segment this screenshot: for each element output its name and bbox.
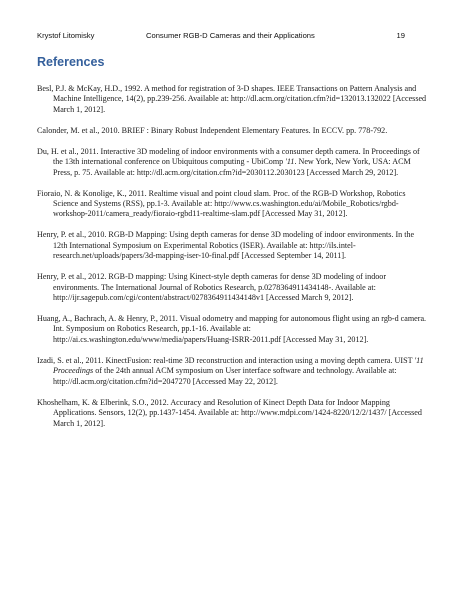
reference-entry: [37, 84, 429, 115]
reference-text: Realtime visual and point cloud slam. Proc. of the RGB-D Workshop, Robotics Science and Systems (RSS), pp.1-3. Available at: http://www.cs.washington.edu/ai/Mobile_Robotics/rgbd-workshop-2011/camera_ready/fioraio-rgbd11-realtime-slam.pdf [Accessed May 31, 2012].: [53, 188, 406, 219]
reference-authors: Du, H. et al., 2011.: [37, 146, 101, 156]
reference-entry: [37, 189, 429, 220]
reference-entry: [37, 126, 429, 136]
header-author: Krystof Litomisky: [37, 31, 95, 40]
reference-entry: [37, 314, 429, 345]
reference-text-tail: of the 24th annual ACM symposium on User interface software and technology. Available at: http://dl.acm.org/citation.cfm?id=2047270 [Accessed May 22, 2012].: [53, 366, 397, 386]
reference-list: [37, 84, 429, 440]
section-heading: References: [37, 55, 105, 69]
reference-text: A method for registration of 3-D shapes. IEEE Transactions on Pattern Analysis and Machine Intelligence, 14(2), pp.239-256. Available at: http://dl.acm.org/citation.cfm?id=132013.132022 [Accessed March 1, 2012].: [53, 84, 427, 114]
reference-text: RGB-D mapping: Using Kinect-style depth cameras for dense 3D modeling of indoor environments. The International Journal of Robotics Research, p.0278364911434148-. Available at: http://ijr.sagepub.com/cgi/content/abstract/0278364911434148v1 [Accessed March 9, 2012].: [53, 272, 387, 303]
reference-authors: Fioraio, N. & Konolige, K., 2011.: [37, 188, 149, 198]
reference-text: BRIEF : Binary Robust Independent Elementary Features. In ECCV. pp. 778-792.: [121, 125, 388, 135]
reference-authors: Khoshelham, K. & Elberink, S.O., 2012.: [37, 397, 171, 407]
reference-authors: Henry, P. et al., 2010.: [37, 230, 109, 240]
reference-text: RGB-D Mapping: Using depth cameras for dense 3D modeling of indoor environments. In the 12th International Symposium on Experimental Robotics (ISER). Available at: http://ils.intel-research.net/uploads/papers/3d-mapping-iser-10-final.pdf [Accessed September 14, 2011].: [53, 230, 415, 261]
reference-text: KinectFusion: real-time 3D reconstruction and interaction using a moving depth camera. UIST: [105, 355, 415, 365]
reference-entry: [37, 230, 429, 261]
reference-authors: Calonder, M. et al., 2010.: [37, 125, 122, 135]
reference-authors: Huang, A., Bachrach, A. & Henry, P., 2011.: [37, 314, 180, 324]
running-header: [0, 31, 463, 43]
reference-authors: Besl, P.J. & McKay, H.D., 1992.: [37, 84, 144, 93]
reference-entry: [37, 356, 429, 387]
reference-entry: [37, 272, 429, 303]
reference-text: Accuracy and Resolution of Kinect Depth Data for Indoor Mapping Applications. Sensors, 12(2), pp.1437-1454. Available at: http://www.mdpi.com/1424-8220/12/2/1437/ [Accessed March 1, 2012].: [53, 397, 422, 428]
page-number: 19: [396, 31, 405, 40]
reference-entry: [37, 398, 429, 429]
reference-text: Interactive 3D modeling of indoor environments with a consumer depth camera. In Proceedings of the 13th international conference on Ubiquitous computing - UbiComp: [53, 146, 420, 167]
reference-authors: Henry, P. et al., 2012.: [37, 272, 109, 282]
reference-italic: '11: [285, 157, 295, 167]
reference-entry: [37, 147, 429, 178]
reference-text-tail: . New York, New York, USA: ACM Press, p. 75. Available at: http://dl.acm.org/citation.cfm?id=2030112.2030123 [Accessed March 29, 2012].: [53, 157, 411, 177]
header-title: Consumer RGB-D Cameras and their Applications: [146, 31, 315, 40]
reference-italic: '11 Proceedings: [53, 355, 424, 376]
reference-text: Visual odometry and mapping for autonomous flight using an rgb-d camera. Int. Symposium on Robotics Research, pp.1-16. Available at: http://ai.cs.washington.edu/www/media/papers/Huang-ISRR-2011.pdf [Accessed May 31, 2012].: [53, 314, 427, 344]
reference-authors: Izadi, S. et al., 2011.: [37, 355, 106, 365]
